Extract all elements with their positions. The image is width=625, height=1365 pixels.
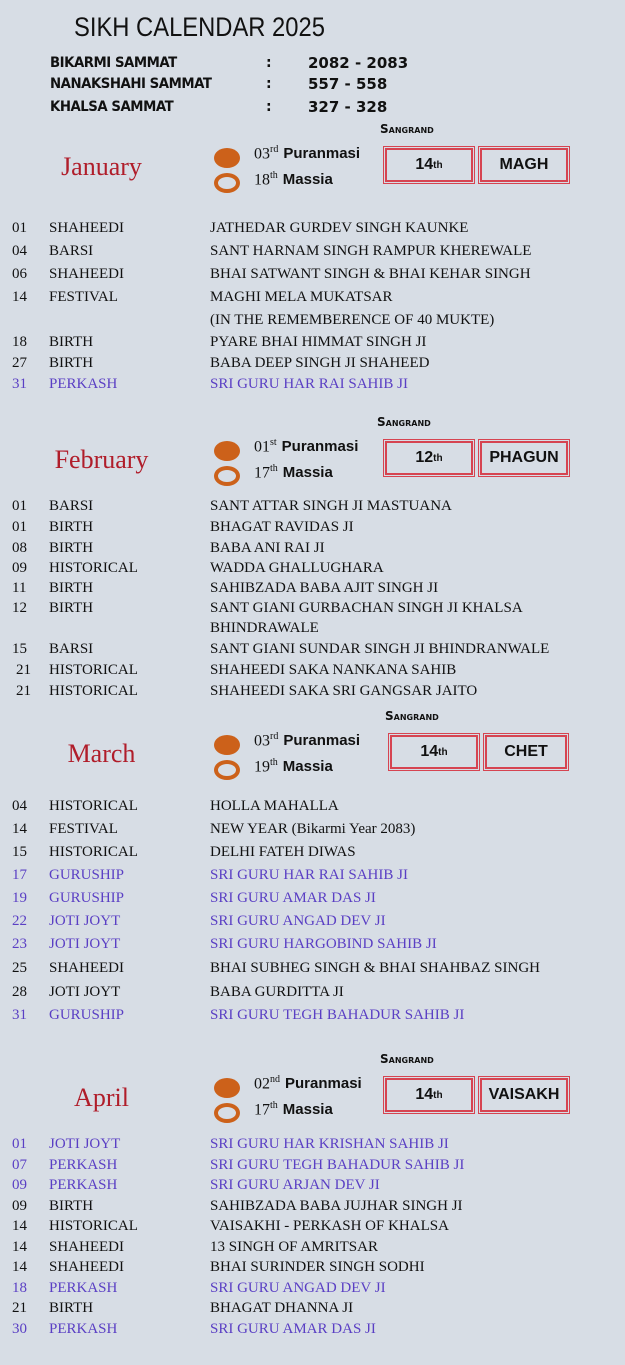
event-day: 15 — [12, 844, 27, 860]
event-type: PERKASH — [49, 1279, 118, 1296]
event-day: 01 — [12, 220, 27, 236]
event-name: SANT GIANI SUNDAR SINGH JI BHINDRANWALE — [210, 641, 550, 657]
sammat-value: 327 - 328 — [308, 98, 388, 116]
event-name: SANT HARNAM SINGH RAMPUR KHEREWALE — [210, 243, 532, 259]
event-name: BHAI SURINDER SINGH SODHI — [210, 1259, 425, 1275]
sangrand-month-box: CHET — [485, 735, 567, 769]
event-name: SRI GURU TEGH BAHADUR SAHIB JI — [210, 1007, 465, 1023]
event-name: BABA ANI RAI JI — [210, 540, 325, 556]
event-name: BABA GURDITTA JI — [210, 984, 344, 1000]
event-type: BIRTH — [49, 600, 94, 616]
event-name: BHAGAT RAVIDAS JI — [210, 519, 354, 535]
event-type: BIRTH — [49, 1197, 94, 1214]
event-name: DELHI FATEH DIWAS — [210, 844, 356, 860]
event-type: SHAHEEDI — [49, 960, 124, 976]
event-day: 09 — [12, 560, 27, 576]
event-day: 22 — [12, 913, 27, 929]
sammat-label: BIKARMI SAMMAT — [50, 55, 177, 71]
sammat-colon: : — [266, 55, 272, 71]
event-row — [0, 1321, 625, 1342]
full-moon-icon — [214, 735, 240, 755]
event-name: SRI GURU HAR RAI SAHIB JI — [210, 376, 408, 392]
event-row — [0, 1300, 625, 1321]
new-moon-icon — [214, 173, 240, 193]
event-day: 18 — [12, 1279, 27, 1296]
new-moon-icon — [214, 466, 240, 486]
sangrand-month-box: PHAGUN — [480, 441, 568, 475]
puranmasi-text: 02nd Puranmasi — [254, 1074, 362, 1093]
massia-text: 18th Massia — [254, 170, 333, 189]
sangrand-day-box: 14 th — [385, 1078, 473, 1112]
event-name: SRI GURU TEGH BAHADUR SAHIB JI — [210, 1156, 465, 1173]
event-row — [0, 498, 625, 519]
puranmasi-text: 01st Puranmasi — [254, 437, 359, 456]
event-type: BIRTH — [49, 355, 94, 371]
event-day: 07 — [12, 1156, 27, 1173]
event-day: 12 — [12, 600, 27, 616]
sammat-value: 557 - 558 — [308, 75, 388, 93]
event-name: PYARE BHAI HIMMAT SINGH JI — [210, 334, 427, 350]
event-day: 25 — [12, 960, 27, 976]
event-type: HISTORICAL — [49, 798, 138, 814]
event-day: 14 — [12, 1238, 27, 1255]
event-row — [0, 243, 625, 266]
event-row — [0, 1136, 625, 1157]
event-row — [0, 1259, 625, 1280]
sangrand-label: Sangrand — [380, 122, 434, 136]
event-name: WADDA GHALLUGHARA — [210, 560, 384, 576]
full-moon-icon — [214, 441, 240, 461]
event-row — [0, 334, 625, 355]
event-day: 14 — [12, 1218, 27, 1234]
month-header-april — [0, 1050, 625, 1120]
event-day: 21 — [16, 683, 31, 699]
event-row — [0, 1198, 625, 1219]
event-type: GURUSHIP — [49, 890, 125, 906]
event-row — [0, 984, 625, 1007]
event-type: GURUSHIP — [49, 867, 125, 883]
event-name: SRI GURU ARJAN DEV JI — [210, 1177, 380, 1193]
event-name: SAHIBZADA BABA AJIT SINGH JI — [210, 580, 439, 596]
event-type: JOTI JOYT — [49, 984, 121, 1000]
massia-text: 17th Massia — [254, 1100, 333, 1119]
event-name: SRI GURU HARGOBIND SAHIB JI — [210, 936, 437, 952]
event-day: 09 — [12, 1197, 27, 1214]
event-name: 13 SINGH OF AMRITSAR — [210, 1238, 378, 1255]
event-type: JOTI JOYT — [49, 1136, 121, 1152]
sangrand-day-box: 14 th — [385, 148, 473, 182]
event-type: HISTORICAL — [49, 1218, 138, 1234]
event-list-march — [0, 798, 625, 1030]
event-row — [0, 890, 625, 913]
event-type: FESTIVAL — [49, 289, 118, 305]
month-name: March — [67, 739, 136, 768]
massia-text: 19th Massia — [254, 757, 333, 776]
event-name: SRI GURU AMAR DAS JI — [210, 1320, 376, 1337]
event-name: SHAHEEDI SAKA SRI GANGSAR JAITO — [210, 683, 478, 699]
event-type: BIRTH — [49, 540, 94, 556]
event-row — [0, 355, 625, 376]
event-row — [0, 266, 625, 289]
event-day: 04 — [12, 243, 27, 259]
event-day: 06 — [12, 266, 27, 282]
event-day: 28 — [12, 984, 27, 1000]
event-day: 14 — [12, 289, 27, 305]
event-name: (IN THE REMEMBERENCE OF 40 MUKTE) — [210, 312, 495, 328]
month-name: April — [74, 1083, 129, 1112]
event-type: BIRTH — [49, 334, 94, 350]
sangrand-month-box: VAISAKH — [480, 1078, 568, 1112]
event-type: PERKASH — [49, 376, 118, 392]
event-row — [0, 641, 625, 662]
event-day: 23 — [12, 936, 27, 952]
event-day: 31 — [12, 376, 27, 392]
month-name: February — [54, 445, 149, 474]
sammat-value: 2082 - 2083 — [308, 54, 409, 72]
event-type: PERKASH — [49, 1177, 118, 1193]
event-type: HISTORICAL — [49, 844, 138, 860]
event-day: 18 — [12, 334, 27, 350]
event-row — [0, 560, 625, 580]
sangrand-month-box: MAGH — [480, 148, 568, 182]
event-name: SANT GIANI GURBACHAN SINGH JI KHALSA — [210, 600, 523, 616]
event-type: BIRTH — [49, 1300, 94, 1316]
event-list-february — [0, 498, 625, 704]
event-type: JOTI JOYT — [49, 913, 121, 929]
event-type: SHAHEEDI — [49, 220, 124, 236]
new-moon-icon — [214, 760, 240, 780]
event-name: VAISAKHI - PERKASH OF KHALSA — [210, 1218, 449, 1234]
event-type: HISTORICAL — [49, 683, 138, 699]
event-name: BHINDRAWALE — [210, 620, 319, 636]
event-row — [0, 798, 625, 821]
event-day: 21 — [16, 662, 31, 678]
event-type: BARSI — [49, 641, 94, 657]
event-day: 17 — [12, 867, 27, 883]
event-list-january — [0, 220, 625, 397]
event-day: 15 — [12, 641, 27, 657]
event-name: SRI GURU ANGAD DEV JI — [210, 1279, 386, 1296]
event-day: 01 — [12, 1136, 27, 1152]
month-header-february — [0, 413, 625, 483]
event-day: 31 — [12, 1007, 27, 1023]
event-type: SHAHEEDI — [49, 1238, 124, 1255]
event-name: JATHEDAR GURDEV SINGH KAUNKE — [210, 220, 469, 236]
sangrand-label: Sangrand — [380, 1052, 434, 1066]
event-row — [0, 960, 625, 984]
event-name: BHAI SUBHEG SINGH & BHAI SHAHBAZ SINGH — [210, 960, 541, 976]
event-day: 01 — [12, 519, 27, 535]
event-row — [0, 662, 625, 683]
event-type: BIRTH — [49, 519, 94, 535]
event-type: PERKASH — [49, 1320, 118, 1337]
event-name: SAHIBZADA BABA JUJHAR SINGH JI — [210, 1197, 463, 1214]
event-row — [0, 620, 625, 641]
new-moon-icon — [214, 1103, 240, 1123]
full-moon-icon — [214, 148, 240, 168]
event-day: 04 — [12, 798, 27, 814]
event-day: 21 — [12, 1300, 27, 1316]
event-row — [0, 600, 625, 620]
event-row — [0, 1218, 625, 1239]
event-type: HISTORICAL — [49, 662, 138, 678]
event-row — [0, 289, 625, 312]
event-type: BARSI — [49, 243, 94, 259]
event-row — [0, 580, 625, 600]
event-day: 09 — [12, 1177, 27, 1193]
event-type: PERKASH — [49, 1156, 118, 1173]
event-name: NEW YEAR (Bikarmi Year 2083) — [210, 821, 416, 837]
event-name: BHAI SATWANT SINGH & BHAI KEHAR SINGH — [210, 266, 531, 282]
event-type: SHAHEEDI — [49, 1259, 124, 1275]
sangrand-label: Sangrand — [385, 709, 439, 723]
sammat-colon: : — [266, 99, 272, 115]
event-day: 27 — [12, 355, 27, 371]
event-row — [0, 1239, 625, 1260]
event-name: BABA DEEP SINGH JI SHAHEED — [210, 355, 430, 371]
event-row — [0, 936, 625, 960]
event-row — [0, 519, 625, 540]
sangrand-label: Sangrand — [377, 415, 431, 429]
event-name: MAGHI MELA MUKATSAR — [210, 289, 393, 305]
event-row — [0, 867, 625, 890]
event-type: SHAHEEDI — [49, 266, 124, 282]
sammat-label: NANAKSHAHI SAMMAT — [50, 76, 212, 92]
puranmasi-text: 03rd Puranmasi — [254, 144, 361, 163]
event-name: SHAHEEDI SAKA NANKANA SAHIB — [210, 662, 457, 678]
event-row — [0, 540, 625, 560]
massia-text: 17th Massia — [254, 463, 333, 482]
event-row — [0, 376, 625, 397]
sangrand-day-box: 14 th — [390, 735, 478, 769]
event-day: 14 — [12, 1259, 27, 1275]
event-day: 30 — [12, 1320, 27, 1337]
event-type: FESTIVAL — [49, 821, 118, 837]
event-type: GURUSHIP — [49, 1007, 125, 1023]
event-list-april — [0, 1136, 625, 1341]
event-name: SRI GURU HAR RAI SAHIB JI — [210, 867, 408, 883]
event-row — [0, 1157, 625, 1178]
month-name: January — [61, 152, 142, 181]
event-row — [0, 844, 625, 867]
event-type: JOTI JOYT — [49, 936, 121, 952]
event-name: SRI GURU AMAR DAS JI — [210, 890, 376, 906]
event-row — [0, 683, 625, 704]
event-day: 19 — [12, 890, 27, 906]
event-name: HOLLA MAHALLA — [210, 798, 339, 814]
event-row — [0, 1007, 625, 1030]
event-day: 11 — [12, 580, 27, 596]
month-header-march — [0, 707, 625, 777]
sangrand-day-box: 12 th — [385, 441, 473, 475]
event-name: SRI GURU ANGAD DEV JI — [210, 913, 386, 929]
puranmasi-text: 03rd Puranmasi — [254, 731, 361, 750]
event-row — [0, 1177, 625, 1198]
page-title: SIKH CALENDAR 2025 — [74, 12, 325, 42]
event-name: SRI GURU HAR KRISHAN SAHIB JI — [210, 1136, 449, 1152]
event-type: BARSI — [49, 498, 94, 514]
event-name: SANT ATTAR SINGH JI MASTUANA — [210, 498, 452, 514]
event-row — [0, 821, 625, 844]
full-moon-icon — [214, 1078, 240, 1098]
event-name: BHAGAT DHANNA JI — [210, 1300, 354, 1316]
event-type: HISTORICAL — [49, 560, 138, 576]
event-day: 01 — [12, 498, 27, 514]
sammat-label: KHALSA SAMMAT — [50, 99, 174, 115]
event-type: BIRTH — [49, 580, 94, 596]
event-row — [0, 913, 625, 936]
month-header-january — [0, 120, 625, 190]
event-row — [0, 220, 625, 243]
event-day: 14 — [12, 821, 27, 837]
event-row — [0, 312, 625, 334]
event-day: 08 — [12, 540, 27, 556]
sammat-colon: : — [266, 76, 272, 92]
event-row — [0, 1280, 625, 1301]
